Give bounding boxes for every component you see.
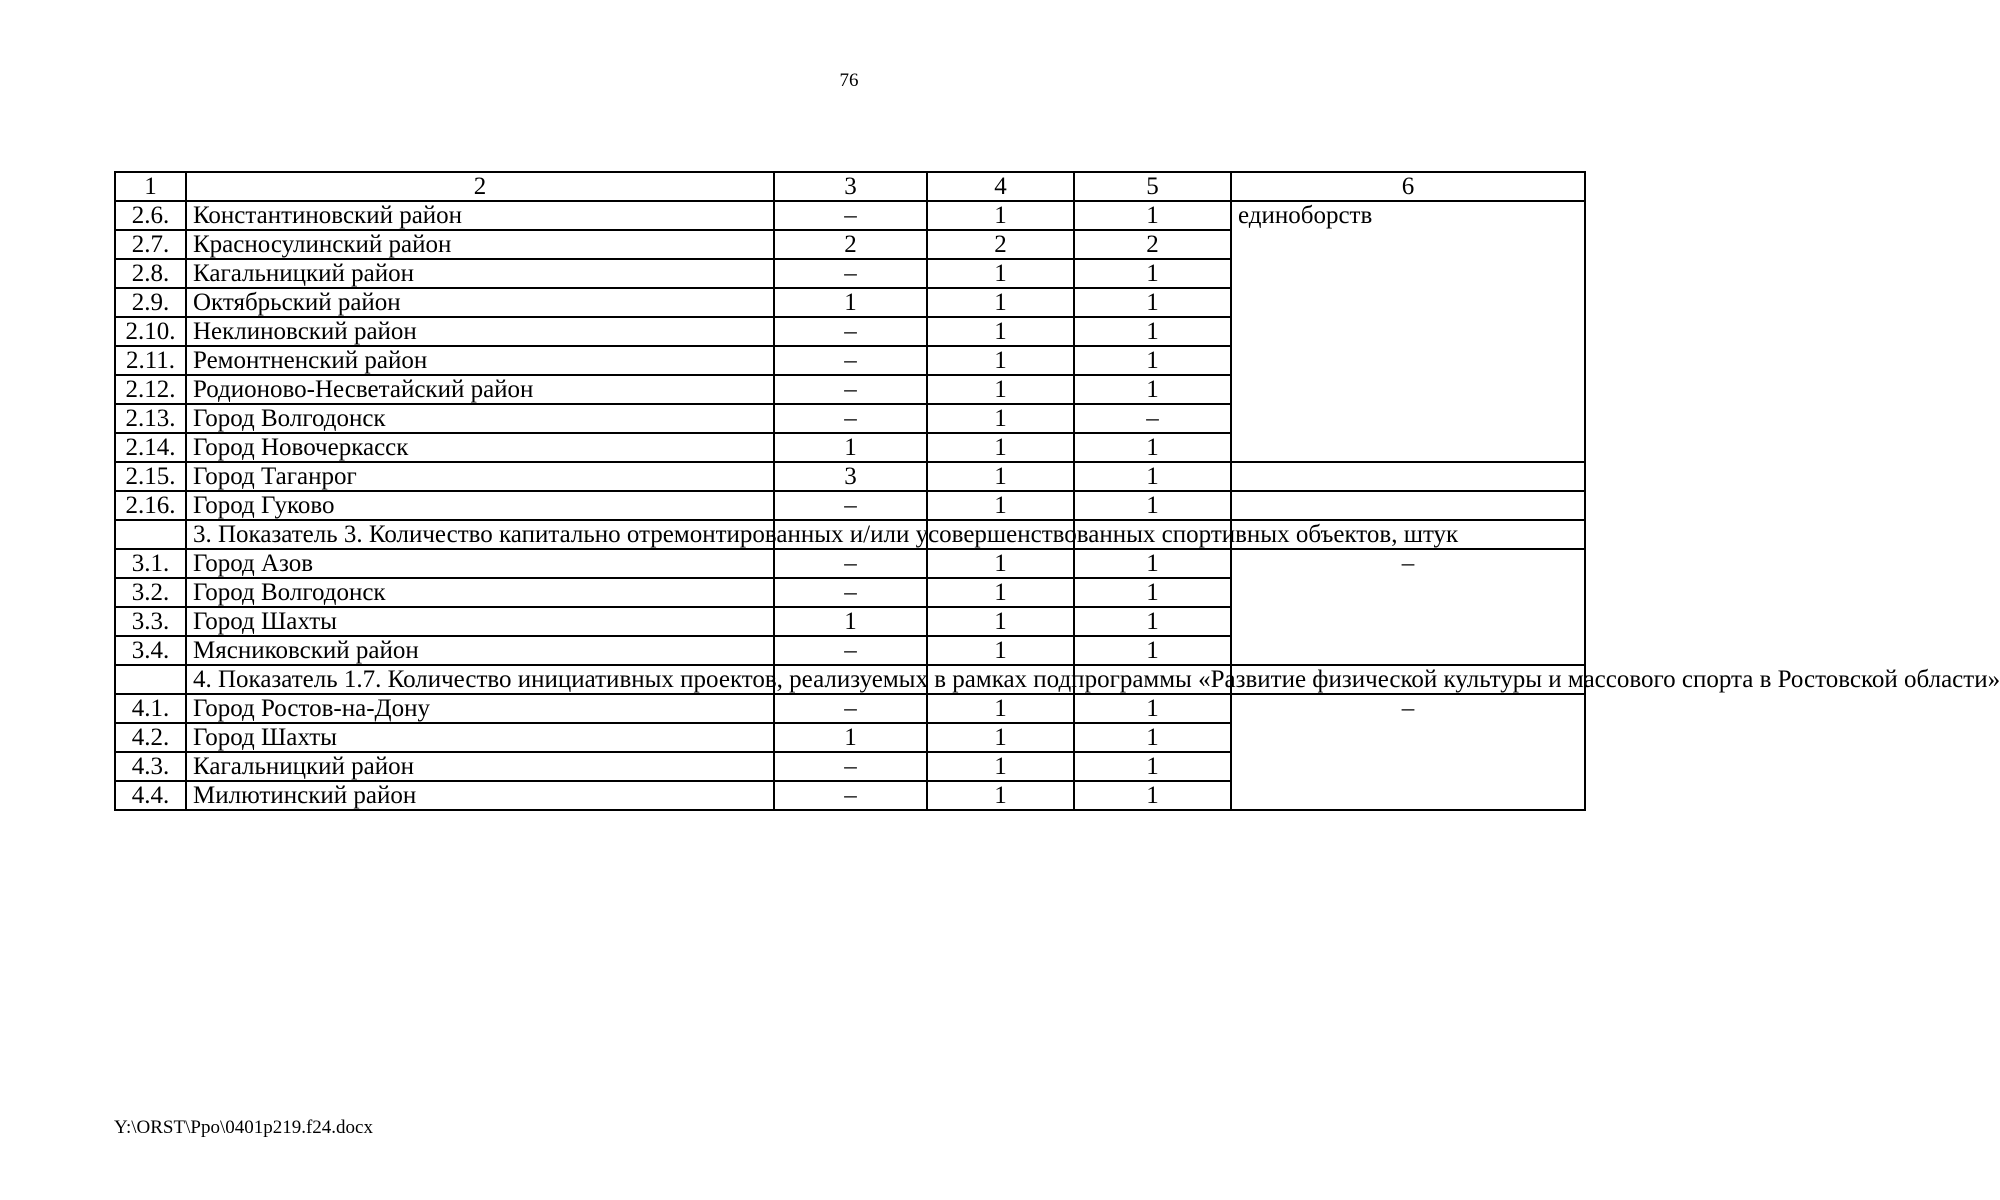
row-name: Неклиновский район	[186, 317, 774, 346]
row-number: 2.6.	[115, 201, 186, 230]
value-col-3: 1	[774, 433, 927, 462]
row-name: Родионово-Несветайский район	[186, 375, 774, 404]
row-number: 2.14.	[115, 433, 186, 462]
note-cell: –	[1231, 549, 1585, 665]
header-row	[115, 172, 1585, 201]
note-cell	[1231, 491, 1585, 520]
row-name: Октябрьский район	[186, 288, 774, 317]
value-col-5: 1	[1074, 694, 1231, 723]
value-col-5: 1	[1074, 578, 1231, 607]
row-name: Город Волгодонск	[186, 404, 774, 433]
row-name: Кагальницкий район	[186, 752, 774, 781]
value-col-3: –	[774, 404, 927, 433]
value-col-4: 1	[927, 752, 1074, 781]
row-number: 2.12.	[115, 375, 186, 404]
section-num-cell	[115, 520, 186, 549]
row-name: Красносулинский район	[186, 230, 774, 259]
section-title: 4. Показатель 1.7. Количество инициативных проектов, реализуемых в рамках подпрограммы «Развитие физической культуры и массового спорта в Ростовской области»	[186, 665, 774, 694]
column-header-6: 6	[1231, 172, 1585, 201]
value-col-3: –	[774, 491, 927, 520]
value-col-5: 1	[1074, 201, 1231, 230]
value-col-4: 1	[927, 259, 1074, 288]
value-col-4: 1	[927, 694, 1074, 723]
value-col-5: –	[1074, 404, 1231, 433]
row-name: Город Шахты	[186, 723, 774, 752]
row-name: Город Волгодонск	[186, 578, 774, 607]
value-col-4: 1	[927, 781, 1074, 810]
note-cell	[1231, 462, 1585, 491]
value-col-3: 1	[774, 288, 927, 317]
note-cell: –	[1231, 694, 1585, 810]
value-col-3: 1	[774, 607, 927, 636]
value-col-3: –	[774, 346, 927, 375]
row-name: Город Новочеркасск	[186, 433, 774, 462]
row-name: Город Таганрог	[186, 462, 774, 491]
row-name: Мясниковский район	[186, 636, 774, 665]
value-col-5: 1	[1074, 259, 1231, 288]
row-number: 4.3.	[115, 752, 186, 781]
file-path-footer: Y:\ORST\Ppo\0401p219.f24.docx	[114, 1117, 373, 1138]
column-header-3: 3	[774, 172, 927, 201]
table-body	[115, 172, 2000, 810]
value-col-3: –	[774, 752, 927, 781]
value-col-5: 1	[1074, 752, 1231, 781]
value-col-4: 1	[927, 201, 1074, 230]
value-col-4: 1	[927, 636, 1074, 665]
value-col-4: 1	[927, 549, 1074, 578]
value-col-5: 1	[1074, 549, 1231, 578]
column-header-1: 1	[115, 172, 186, 201]
row-number: 2.13.	[115, 404, 186, 433]
row-name: Город Шахты	[186, 607, 774, 636]
row-name: Милютинский район	[186, 781, 774, 810]
value-col-5: 1	[1074, 607, 1231, 636]
section-num-cell	[115, 665, 186, 694]
value-col-3: –	[774, 636, 927, 665]
value-col-5: 1	[1074, 462, 1231, 491]
value-col-4: 2	[927, 230, 1074, 259]
value-col-3: 2	[774, 230, 927, 259]
row-number: 2.7.	[115, 230, 186, 259]
section-title-row	[115, 520, 1585, 549]
table-row	[115, 462, 1585, 491]
value-col-5: 2	[1074, 230, 1231, 259]
row-number: 2.9.	[115, 288, 186, 317]
row-number: 3.1.	[115, 549, 186, 578]
value-col-4: 1	[927, 578, 1074, 607]
table-row	[115, 201, 1585, 230]
row-name: Город Азов	[186, 549, 774, 578]
value-col-5: 1	[1074, 636, 1231, 665]
row-number: 3.4.	[115, 636, 186, 665]
value-col-5: 1	[1074, 723, 1231, 752]
row-name: Город Гуково	[186, 491, 774, 520]
value-col-4: 1	[927, 317, 1074, 346]
value-col-4: 1	[927, 607, 1074, 636]
value-col-5: 1	[1074, 433, 1231, 462]
row-number: 4.4.	[115, 781, 186, 810]
row-number: 2.16.	[115, 491, 186, 520]
value-col-4: 1	[927, 491, 1074, 520]
value-col-4: 1	[927, 346, 1074, 375]
row-number: 2.11.	[115, 346, 186, 375]
table-row	[115, 694, 1585, 723]
row-number: 4.2.	[115, 723, 186, 752]
page-number: 76	[839, 70, 859, 91]
value-col-5: 1	[1074, 375, 1231, 404]
value-col-3: –	[774, 781, 927, 810]
value-col-4: 1	[927, 723, 1074, 752]
data-table	[114, 171, 2000, 811]
value-col-4: 1	[927, 404, 1074, 433]
row-number: 3.3.	[115, 607, 186, 636]
value-col-3: –	[774, 201, 927, 230]
value-col-3: –	[774, 317, 927, 346]
row-number: 3.2.	[115, 578, 186, 607]
note-cell: единоборств	[1231, 201, 1585, 462]
row-name: Город Ростов-на-Дону	[186, 694, 774, 723]
value-col-5: 1	[1074, 288, 1231, 317]
table-row	[115, 491, 1585, 520]
section-title-row	[115, 665, 1585, 694]
value-col-3: 1	[774, 723, 927, 752]
value-col-4: 1	[927, 288, 1074, 317]
row-name: Константиновский район	[186, 201, 774, 230]
column-header-5: 5	[1074, 172, 1231, 201]
value-col-4: 1	[927, 433, 1074, 462]
value-col-5: 1	[1074, 781, 1231, 810]
row-number: 4.1.	[115, 694, 186, 723]
value-col-3: –	[774, 578, 927, 607]
value-col-3: –	[774, 259, 927, 288]
value-col-5: 1	[1074, 317, 1231, 346]
value-col-5: 1	[1074, 491, 1231, 520]
value-col-3: –	[774, 375, 927, 404]
value-col-3: –	[774, 694, 927, 723]
value-col-3: –	[774, 549, 927, 578]
column-header-2: 2	[186, 172, 774, 201]
section-title: 3. Показатель 3. Количество капитально отремонтированных и/или усовершенствованных спортивных объектов, штук	[186, 520, 774, 549]
row-number: 2.15.	[115, 462, 186, 491]
column-header-4: 4	[927, 172, 1074, 201]
row-name: Ремонтненский район	[186, 346, 774, 375]
row-number: 2.10.	[115, 317, 186, 346]
table-row	[115, 549, 1585, 578]
row-number: 2.8.	[115, 259, 186, 288]
value-col-4: 1	[927, 462, 1074, 491]
value-col-4: 1	[927, 375, 1074, 404]
value-col-3: 3	[774, 462, 927, 491]
row-name: Кагальницкий район	[186, 259, 774, 288]
value-col-5: 1	[1074, 346, 1231, 375]
